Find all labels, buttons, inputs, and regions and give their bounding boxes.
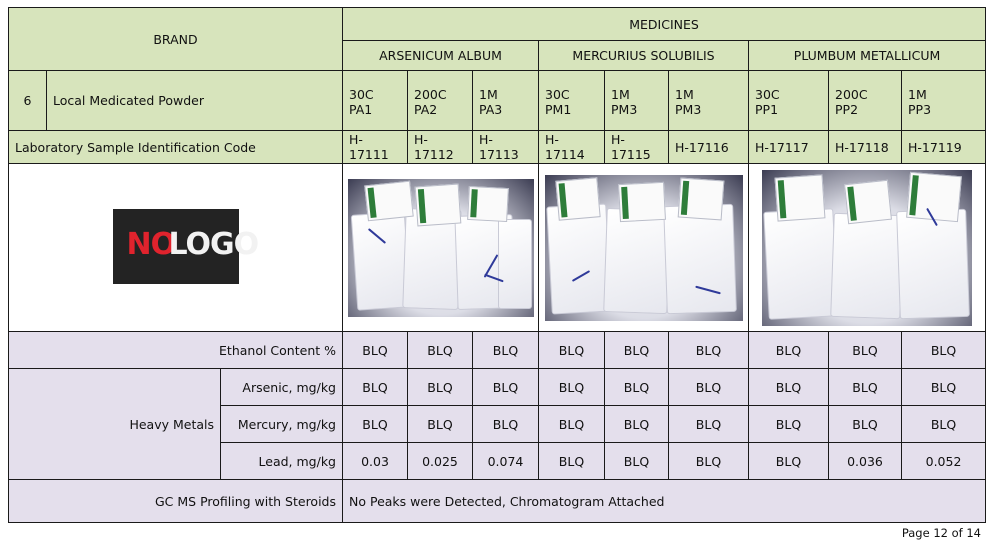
metal-value: BLQ — [605, 406, 669, 443]
potency-cell: 1M PA3 — [473, 71, 539, 131]
metal-value: BLQ — [829, 406, 902, 443]
sample-bags-photo — [545, 175, 743, 321]
ethanol-row — [9, 332, 986, 369]
sample-bags-photo — [348, 179, 534, 317]
metal-value: BLQ — [539, 406, 605, 443]
brand-name: Local Medicated Powder — [47, 71, 343, 131]
metal-value: 0.03 — [343, 443, 408, 480]
metal-value: 0.052 — [902, 443, 986, 480]
metal-value: BLQ — [902, 406, 986, 443]
metal-label: Mercury, mg/kg — [221, 406, 343, 443]
lab-code: H-17111 — [343, 131, 408, 164]
metal-value: BLQ — [749, 406, 829, 443]
metal-label: Arsenic, mg/kg — [221, 369, 343, 406]
results-table — [8, 7, 986, 523]
gcms-row — [9, 480, 986, 523]
metal-value: BLQ — [539, 369, 605, 406]
metal-value: BLQ — [343, 369, 408, 406]
lab-code: H-17118 — [829, 131, 902, 164]
ethanol-value: BLQ — [749, 332, 829, 369]
metal-value: BLQ — [669, 369, 749, 406]
sample-bags-photo — [762, 170, 972, 326]
photo-row — [9, 164, 986, 332]
metal-value: BLQ — [605, 369, 669, 406]
heavy-metals-label: Heavy Metals — [9, 369, 221, 480]
group-header-plumbum: PLUMBUM METALLICUM — [749, 41, 986, 71]
logo-cell — [9, 164, 343, 332]
group-header-mercurius: MERCURIUS SOLUBILIS — [539, 41, 749, 71]
ethanol-value: BLQ — [605, 332, 669, 369]
lab-code: H-17115 — [605, 131, 669, 164]
metal-value: BLQ — [669, 406, 749, 443]
page-number: Page 12 of 14 — [901, 526, 981, 540]
metal-value: BLQ — [408, 369, 473, 406]
gcms-value: No Peaks were Detected, Chromatogram Attached — [343, 480, 986, 523]
metal-label: Lead, mg/kg — [221, 443, 343, 480]
arsenic-row — [9, 369, 986, 406]
lab-code: H-17112 — [408, 131, 473, 164]
no-logo-image: NO LOGO — [113, 209, 239, 284]
ethanol-value: BLQ — [408, 332, 473, 369]
metal-value: 0.036 — [829, 443, 902, 480]
ethanol-label: Ethanol Content % — [9, 332, 343, 369]
potency-cell: 200C PP2 — [829, 71, 902, 131]
gcms-label: GC MS Profiling with Steroids — [9, 480, 343, 523]
metal-value: BLQ — [473, 369, 539, 406]
metal-value: BLQ — [605, 443, 669, 480]
lab-code-label: Laboratory Sample Identification Code — [9, 131, 343, 164]
medicines-header: MEDICINES — [343, 8, 986, 41]
metal-value: BLQ — [669, 443, 749, 480]
potency-cell: 30C PP1 — [749, 71, 829, 131]
lab-code: H-17116 — [669, 131, 749, 164]
lab-code: H-17117 — [749, 131, 829, 164]
ethanol-value: BLQ — [829, 332, 902, 369]
ethanol-value: BLQ — [473, 332, 539, 369]
ethanol-value: BLQ — [343, 332, 408, 369]
potency-cell: 30C PM1 — [539, 71, 605, 131]
metal-value: BLQ — [829, 369, 902, 406]
ethanol-value: BLQ — [539, 332, 605, 369]
metal-value: 0.025 — [408, 443, 473, 480]
sample-photo-arsenicum — [343, 164, 539, 332]
ethanol-value: BLQ — [669, 332, 749, 369]
metal-value: BLQ — [473, 406, 539, 443]
ethanol-value: BLQ — [902, 332, 986, 369]
metal-value: BLQ — [749, 443, 829, 480]
potency-cell: 1M PP3 — [902, 71, 986, 131]
potency-cell: 1M PM3 — [669, 71, 749, 131]
brand-header: BRAND — [9, 8, 343, 71]
sample-photo-plumbum — [749, 164, 986, 332]
lab-code-row — [9, 131, 986, 164]
metal-value: 0.074 — [473, 443, 539, 480]
metal-value: BLQ — [539, 443, 605, 480]
potency-cell: 1M PM3 — [605, 71, 669, 131]
metal-value: BLQ — [408, 406, 473, 443]
sample-photo-mercurius — [539, 164, 749, 332]
metal-value: BLQ — [749, 369, 829, 406]
potency-cell: 30C PA1 — [343, 71, 408, 131]
lab-code: H-17119 — [902, 131, 986, 164]
metal-value: BLQ — [343, 406, 408, 443]
potency-cell: 200C PA2 — [408, 71, 473, 131]
brand-number: 6 — [9, 71, 47, 131]
brand-row — [9, 71, 986, 131]
lab-code: H-17113 — [473, 131, 539, 164]
metal-value: BLQ — [902, 369, 986, 406]
lab-code: H-17114 — [539, 131, 605, 164]
group-header-arsenicum: ARSENICUM ALBUM — [343, 41, 539, 71]
